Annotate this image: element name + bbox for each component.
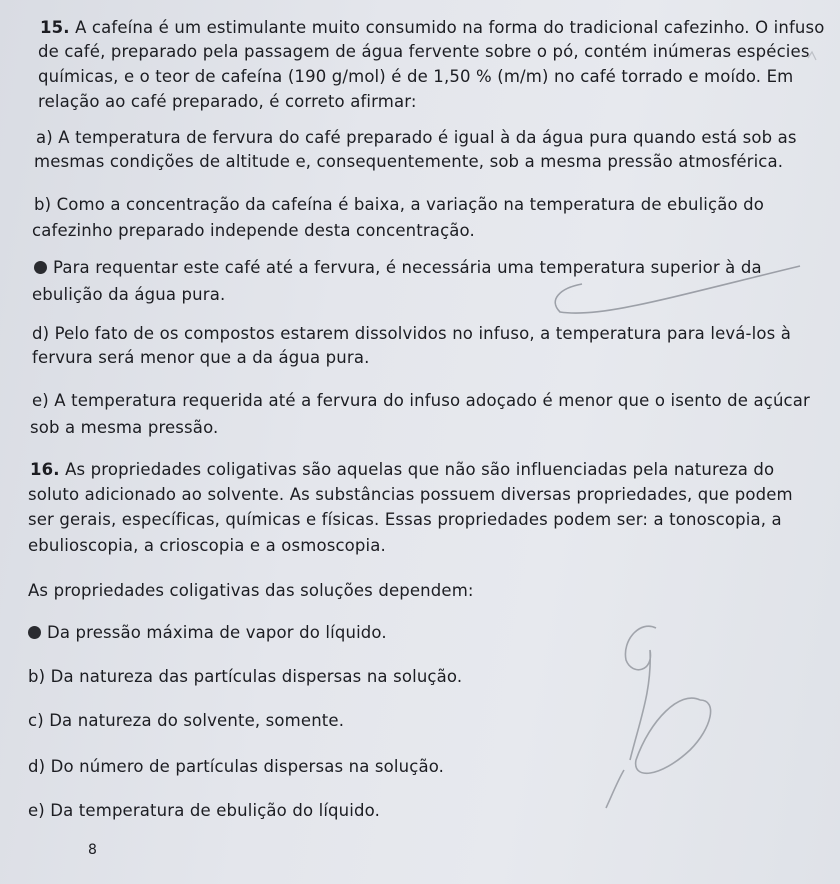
q15-option-a-line-2: mesmas condições de altitude e, consequentemente, sob a mesma pressão atmosférica.	[34, 152, 784, 171]
q16-option-b: b) Da natureza das partículas dispersas na solução.	[28, 667, 463, 686]
q15-option-a-line-1: a) A temperatura de fervura do café preparado é igual à da água pura quando está sob as	[36, 128, 797, 147]
q15-option-b-line-1: b) Como a concentração da cafeína é baixa, a variação na temperatura de ebulição do	[34, 195, 765, 214]
q16-stem-line-3: ser gerais, específicas, químicas e físicas. Essas propriedades podem ser: a tonoscopia, a	[28, 510, 782, 529]
marked-answer-dot	[34, 261, 47, 274]
q15-option-c-line-2: ebulição da água pura.	[32, 285, 226, 304]
q15-stem-line-1	[40, 18, 825, 37]
q15-option-d-line-2: fervura será menor que a da água pura.	[32, 348, 370, 367]
q16-option-a-text: Da pressão máxima de vapor do líquido.	[47, 623, 387, 642]
q16-option-a	[28, 623, 387, 642]
q16-stem-text-1: As propriedades coligativas são aquelas que não são influenciadas pela natureza do	[65, 460, 775, 479]
pencil-ninety-mark	[606, 626, 711, 808]
q16-option-c: c) Da natureza do solvente, somente.	[28, 711, 345, 730]
q15-option-c-text: Para requentar este café até a fervura, é necessária uma temperatura superior à da	[53, 258, 762, 277]
q15-option-c-line-1	[34, 258, 762, 277]
q16-stem-line-4: ebulioscopia, a crioscopia e a osmoscopia.	[28, 536, 386, 555]
q15-stem-text-1: A cafeína é um estimulante muito consumido na forma do tradicional cafezinho. O infuso	[75, 18, 825, 37]
q16-number: 16.	[30, 460, 60, 479]
q15-stem-line-4: relação ao café preparado, é correto afirmar:	[38, 92, 417, 111]
page-number: 8	[88, 842, 97, 858]
q16-stem-line-1	[30, 460, 774, 479]
marked-answer-dot	[28, 626, 41, 639]
q15-option-e-line-2: sob a mesma pressão.	[30, 418, 219, 437]
q15-stem-line-2: de café, preparado pela passagem de água fervente sobre o pó, contém inúmeras espécies	[38, 42, 810, 61]
q15-option-d-line-1: d) Pelo fato de os compostos estarem dissolvidos no infuso, a temperatura para levá-los à	[32, 324, 792, 343]
q15-stem-line-3: químicas, e o teor de cafeína (190 g/mol) é de 1,50 % (m/m) no café torrado e moído. Em	[38, 67, 794, 86]
q15-option-e-line-1: e) A temperatura requerida até a fervura do infuso adoçado é menor que o isento de açúcar	[32, 391, 810, 410]
q16-option-d: d) Do número de partículas dispersas na solução.	[28, 757, 445, 776]
q15-number: 15.	[40, 18, 70, 37]
q15-option-b-line-2: cafezinho preparado independe desta concentração.	[32, 221, 475, 240]
q16-prompt: As propriedades coligativas das soluções dependem:	[28, 581, 474, 600]
q16-stem-line-2: soluto adicionado ao solvente. As substâncias possuem diversas propriedades, que podem	[28, 485, 793, 504]
q16-option-e: e) Da temperatura de ebulição do líquido.	[28, 801, 380, 820]
